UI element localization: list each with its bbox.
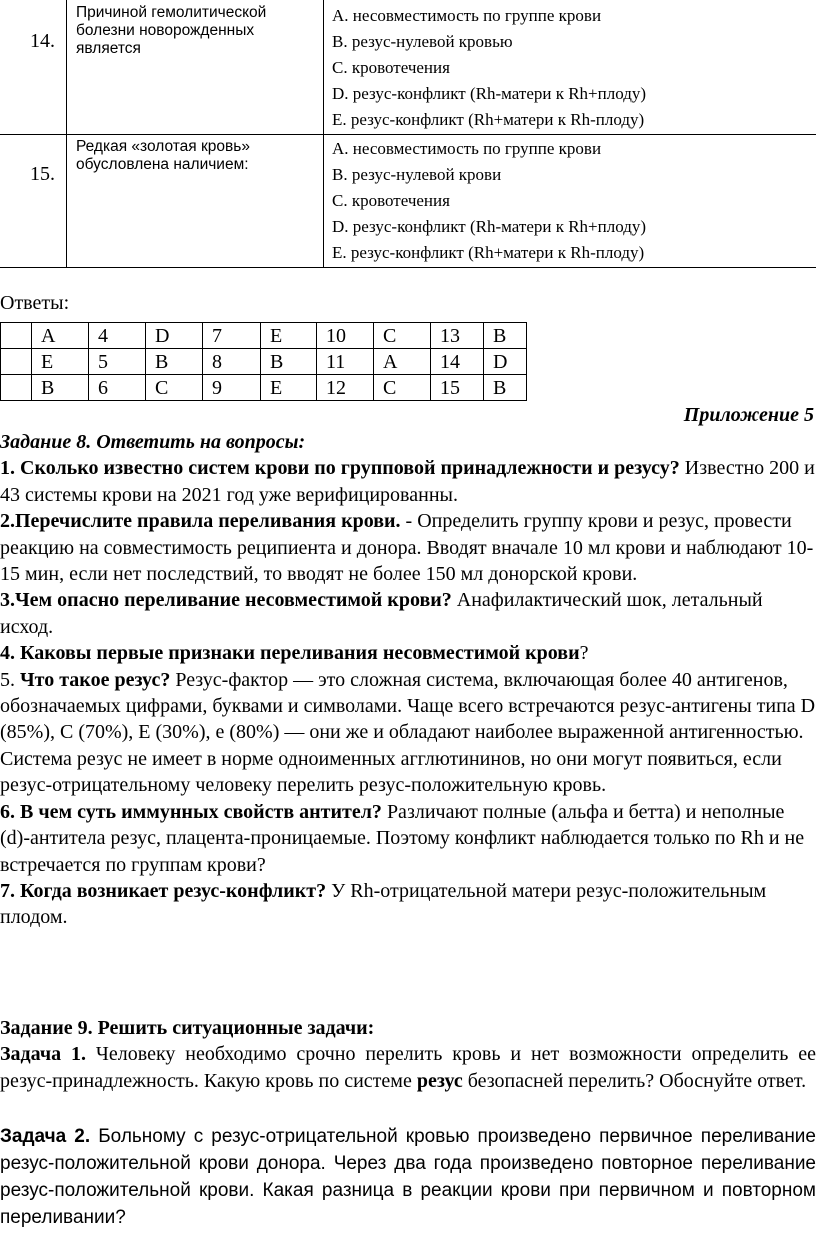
table-cell: C xyxy=(146,375,203,401)
table-cell: A xyxy=(32,323,89,349)
question-text: Причиной гемолитической болезни новорожденных является xyxy=(76,4,267,57)
table-row xyxy=(1,349,527,375)
option-c: C. кровотечения xyxy=(332,58,450,77)
option-b: B. резус-нулевой крови xyxy=(332,165,502,184)
answers-table xyxy=(0,322,527,401)
task8-title: Задание 8. Ответить на вопросы: xyxy=(0,431,306,453)
question-number: 14. xyxy=(30,30,55,52)
table-cell: 15 xyxy=(431,375,484,401)
table-cell: E xyxy=(261,323,317,349)
option-e: E. резус-конфликт (Rh+матери к Rh-плоду) xyxy=(332,110,645,129)
task8-item-5: 5. Что такое резус? Резус-фактор — это сложная система, включающая более 40 антигенов, обозначаемых цифрами, буквами и символами. Чаще всего встречаются резус-антигены типа D (85%), C (70%), E (30%), e (80%) — они же и обладают наиболее выраженной антигенностью. Система резус не имеет в норме одноименных агглютининов, но они могут появиться, если резус-отрицательному человеку перелить резус-положительную кровь. xyxy=(0,668,816,797)
task9-section xyxy=(0,1015,816,1094)
table-cell: D xyxy=(146,323,203,349)
task8-item-2: 2.Перечислите правила переливания крови. - Определить группу крови и резус, провести реакцию на совместимость реципиента и донора. Вводят вначале 10 мл крови и наблюдают 10-15 мин, если нет последствий, то вводят не более 150 мл донорской крови. xyxy=(0,510,814,586)
table-cell: 5 xyxy=(89,349,146,375)
task8-item-3: 3.Чем опасно переливание несовместимой крови? Анафилактический шок, летальный исход. xyxy=(0,589,763,638)
option-a: A. несовместимость по группе крови xyxy=(332,6,602,25)
problem-2: Задача 2. Больному с резус-отрицательной кровью произведено первичное переливание резус-положительной крови донора. Через два года произведено повторное переливание резус-положительной крови. Какая разница в реакции крови при первичном и повторном переливании? xyxy=(0,1126,816,1228)
option-a: A. несовместимость по группе крови xyxy=(332,139,602,158)
problem-1: Задача 1. Человеку необходимо срочно перелить кровь и нет возможности определить ее резус-принадлежность. Какую кровь по системе резус безопасней перелить? Обоснуйте ответ. xyxy=(0,1043,816,1092)
table-cell xyxy=(1,375,32,401)
table-cell: 12 xyxy=(317,375,374,401)
question-text: Редкая «золотая кровь» обусловлена наличием: xyxy=(76,138,250,173)
table-cell: 14 xyxy=(431,349,484,375)
table-cell: 13 xyxy=(431,323,484,349)
table-cell: B xyxy=(484,323,527,349)
appendix-label: Приложение 5 xyxy=(683,404,814,426)
question-options xyxy=(332,136,646,266)
question-options xyxy=(332,3,646,133)
table-cell: B xyxy=(484,375,527,401)
table-row xyxy=(1,323,527,349)
table-border xyxy=(0,134,816,135)
table-cell: B xyxy=(146,349,203,375)
answers-label: Ответы: xyxy=(0,292,70,314)
option-b: B. резус-нулевой кровью xyxy=(332,32,513,51)
table-border xyxy=(0,267,816,268)
option-e: E. резус-конфликт (Rh+матери к Rh-плоду) xyxy=(332,243,645,262)
option-d: D. резус-конфликт (Rh-матери к Rh+плоду) xyxy=(332,217,647,236)
table-cell: E xyxy=(32,349,89,375)
table-cell: 11 xyxy=(317,349,374,375)
option-d: D. резус-конфликт (Rh-матери к Rh+плоду) xyxy=(332,84,647,103)
task8-item-1: 1. Сколько известно систем крови по групповой принадлежности и резусу? Известно 200 и 43 системы крови на 2021 год уже верифицированны. xyxy=(0,457,815,506)
task8-item-6: 6. В чем суть иммунных свойств антител? Различают полные (альфа и бетта) и неполные (d)-антитела резус, плацента-проницаемые. Поэтому конфликт наблюдается только по Rh и не встречается по группам крови? xyxy=(0,800,805,876)
table-cell: 7 xyxy=(203,323,261,349)
table-cell: B xyxy=(32,375,89,401)
option-c: C. кровотечения xyxy=(332,191,450,210)
task8-item-7: 7. Когда возникает резус-конфликт? У Rh-отрицательной матери резус-положительным плодом. xyxy=(0,879,767,929)
table-cell: A xyxy=(374,349,431,375)
table-cell: D xyxy=(484,349,527,375)
question-number: 15. xyxy=(30,163,55,185)
table-row xyxy=(1,375,527,401)
table-cell xyxy=(1,323,32,349)
table-cell: E xyxy=(261,375,317,401)
task8-section xyxy=(0,429,816,931)
table-cell: 8 xyxy=(203,349,261,375)
task8-item-4: 4. Каковы первые признаки переливания несовместимой крови? xyxy=(0,642,589,665)
table-cell xyxy=(1,349,32,375)
table-cell: 4 xyxy=(89,323,146,349)
table-cell: 9 xyxy=(203,375,261,401)
table-cell: 6 xyxy=(89,375,146,401)
table-cell: 10 xyxy=(317,323,374,349)
task9-title: Задание 9. Решить ситуационные задачи: xyxy=(0,1017,375,1039)
table-cell: C xyxy=(374,323,431,349)
table-cell: C xyxy=(374,375,431,401)
table-cell: B xyxy=(261,349,317,375)
